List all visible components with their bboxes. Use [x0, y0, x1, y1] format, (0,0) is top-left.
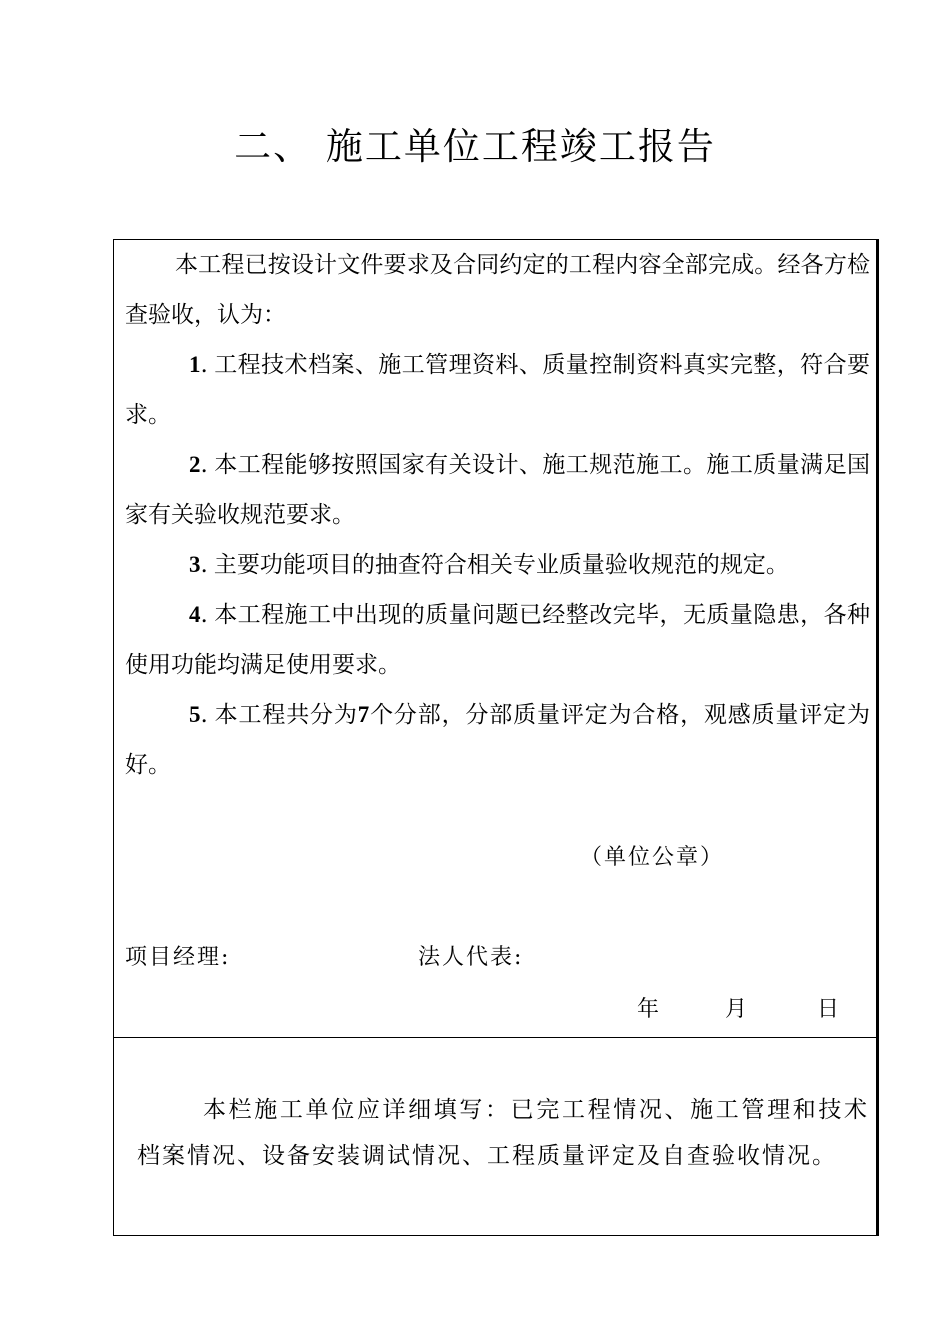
project-manager-label: 项目经理: [125, 945, 231, 970]
item-text-after: 个分部，分部质量评定为合格，观感质量评定为好。 [125, 702, 871, 778]
list-item [125, 440, 870, 540]
page-title: 二、 施工单位工程竣工报告 [234, 125, 716, 168]
date-year-label: 年 [637, 997, 660, 1022]
item-separator: . [200, 702, 208, 728]
list-item [125, 540, 870, 590]
item-separator: . [200, 552, 208, 578]
list-item [125, 340, 870, 440]
instruction-note [137, 1087, 869, 1179]
item-number: 3 [189, 552, 201, 577]
legal-representative-label: 法人代表: [418, 945, 524, 970]
item-number: 4 [189, 602, 201, 627]
item-separator: . [200, 452, 208, 478]
section-divider [114, 1037, 876, 1038]
item-text: 工程技术档案、施工管理资料、质量控制资料真实完整，符合要求。 [125, 352, 870, 428]
item-number: 1 [189, 352, 201, 377]
date-month-label: 月 [725, 997, 748, 1022]
item-text: 本工程能够按照国家有关设计、施工规范施工。施工质量满足国家有关验收规范要求。 [125, 452, 870, 528]
item-separator: . [200, 602, 208, 628]
date-day-label: 日 [817, 997, 840, 1022]
item-number: 5 [189, 702, 201, 727]
report-body [125, 240, 870, 790]
list-item [125, 590, 870, 690]
item-text-before: 本工程共分为 [213, 702, 358, 728]
item-text: 主要功能项目的抽查符合相关专业质量验收规范的规定。 [213, 552, 789, 578]
instruction-text: 本栏施工单位应详细填写：已完工程情况、施工管理和技术档案情况、设备安装调试情况、工程质量评定及自查验收情况。 [137, 1097, 869, 1169]
division-count: 7 [357, 702, 370, 727]
report-form-box [113, 239, 879, 1236]
intro-paragraph: 本工程已按设计文件要求及合同约定的工程内容全部完成。经各方检查验收，认为： [125, 252, 870, 328]
list-item [125, 690, 870, 790]
item-separator: . [200, 352, 208, 378]
unit-seal-label: （单位公章） [580, 845, 725, 870]
item-number: 2 [189, 452, 201, 477]
item-text: 本工程施工中出现的质量问题已经整改完毕，无质量隐患，各种使用功能均满足使用要求。 [125, 602, 870, 678]
